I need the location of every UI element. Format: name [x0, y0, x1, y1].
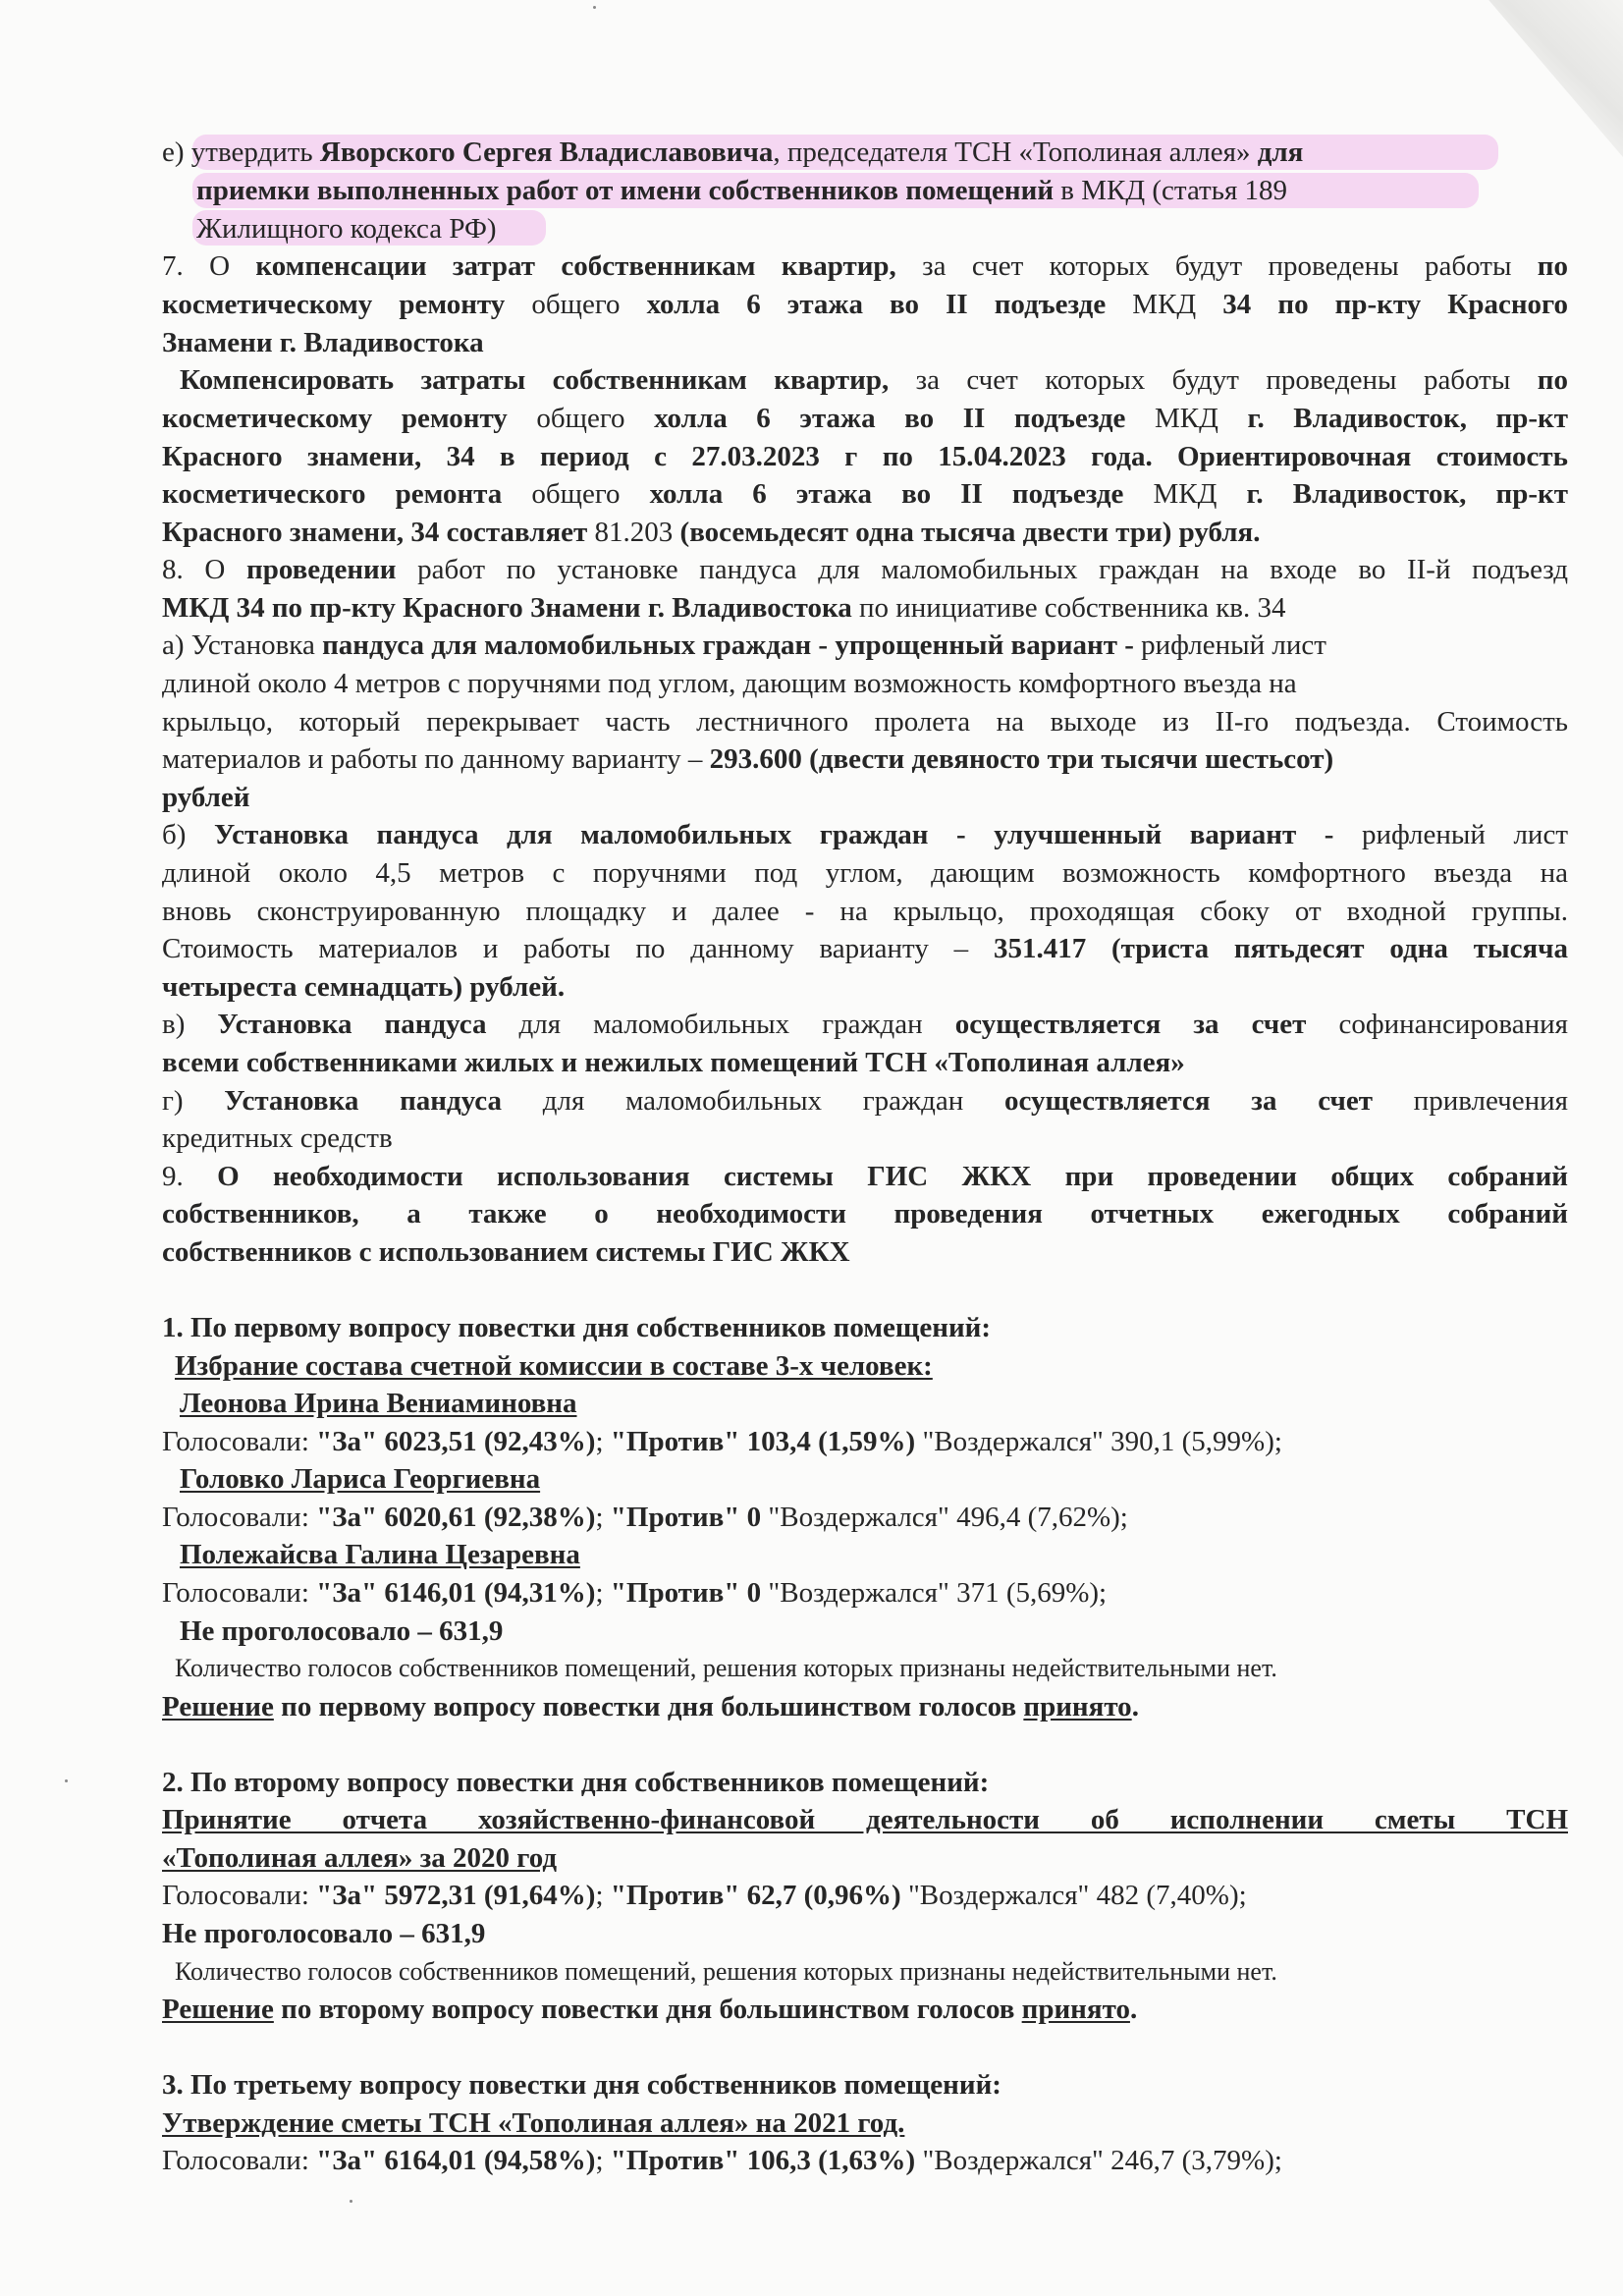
item8-title-line2: МКД 34 по пр-кту Красного Знамени г. Владивостока по инициативе собственника кв. 34: [162, 592, 1286, 624]
q2-decision: Решение по второму вопросу повестки дня большинством голосов принято.: [162, 1994, 1138, 2025]
item7-title-line2: косметическому ремонту общего холла 6 этажа во II подъезде МКД 34 по пр-кту Красного: [162, 289, 1568, 320]
scan-speck: [593, 6, 596, 9]
item8-g-line2: кредитных средств: [162, 1122, 393, 1154]
item8-a-line4: материалов и работы по данному варианту – 293.600 (двести девяносто три тысячи шестьсот): [162, 743, 1334, 775]
q1-candidate-3: Полежайсва Галина Цезаревна: [180, 1539, 580, 1570]
q3-heading: 3. По третьему вопросу повестки дня собственников помещений:: [162, 2069, 1001, 2101]
q2-heading: 2. По второму вопросу повестки дня собственников помещений:: [162, 1767, 990, 1798]
item-e-line3: Жилищного кодекса РФ): [196, 213, 497, 245]
q1-heading: 1. По первому вопросу повестки дня собственников помещений:: [162, 1312, 992, 1343]
item8-a-line2: длиной около 4 метров с поручнями под углом, дающим возможность комфортного въезда на: [162, 668, 1297, 699]
item8-v-line2: всеми собственниками жилых и нежилых помещений ТСН «Тополиная аллея»: [162, 1047, 1185, 1078]
item7-title-line1: 7. О компенсации затрат собственникам квартир, за счет которых будут проведены работы по: [162, 250, 1568, 282]
item8-b-line2: длиной около 4,5 метров с поручнями под углом, дающим возможность комфортного въезда на: [162, 857, 1568, 889]
item9-line2: собственников, а также о необходимости проведения отчетных ежегодных собраний: [162, 1198, 1568, 1230]
item7-para-line4: косметического ремонта общего холла 6 этажа во II подъезде МКД г. Владивосток, пр-кт: [162, 478, 1568, 510]
q2-invalid-votes: Количество голосов собственников помещений, решения которых признаны недействительными нет.: [175, 1957, 1277, 1986]
q1-decision: Решение по первому вопросу повестки дня большинством голосов принято.: [162, 1691, 1139, 1722]
q1-vote-1: Голосовали: "За" 6023,51 (92,43%); "Против" 103,4 (1,59%) "Воздержался" 390,1 (5,99%);: [162, 1426, 1282, 1457]
item7-title-line3: Знамени г. Владивостока: [162, 327, 484, 358]
q3-topic: Утверждение сметы ТСН «Тополиная аллея» на 2021 год.: [162, 2107, 905, 2139]
item8-a-line3: крыльцо, который перекрывает часть лестничного пролета на выходе из II-го подъезда. Стоимость: [162, 706, 1568, 738]
q3-vote: Голосовали: "За" 6164,01 (94,58%); "Против" 106,3 (1,63%) "Воздержался" 246,7 (3,79%);: [162, 2145, 1282, 2176]
item8-b-line5: четыреста семнадцать) рублей.: [162, 971, 566, 1003]
item7-para-line1: Компенсировать затраты собственникам квартир, за счет которых будут проведены работы по: [180, 364, 1568, 396]
item8-b-line4: Стоимость материалов и работы по данному варианту – 351.417 (триста пятьдесят одна тысяча: [162, 933, 1568, 964]
q2-topic-line1: Принятие отчета хозяйственно-финансовой деятельности об исполнении сметы ТСН: [162, 1804, 1568, 1835]
item7-para-line3: Красного знамени, 34 в период с 27.03.2023 г по 15.04.2023 года. Ориентировочная стоимость: [162, 441, 1568, 472]
item9-line3: собственников с использованием системы ГИС ЖКХ: [162, 1236, 850, 1268]
item-e-line1: е) утвердить Яворского Сергея Владиславовича, председателя ТСН «Тополиная аллея» для: [162, 137, 1304, 168]
q1-vote-3: Голосовали: "За" 6146,01 (94,31%); "Против" 0 "Воздержался" 371 (5,69%);: [162, 1577, 1108, 1609]
item-e-line2: приемки выполненных работ от имени собственников помещений в МКД (статья 189: [196, 175, 1288, 206]
item8-b-line3: вновь сконструированную площадку и далее - на крыльцо, проходящая сбоку от входной группы.: [162, 896, 1568, 927]
scan-speck: [350, 2200, 352, 2203]
item7-para-line5: Красного знамени, 34 составляет 81.203 (восемьдесят одна тысяча двести три) рубля.: [162, 517, 1261, 548]
item8-a-line1: а) Установка пандуса для маломобильных граждан - упрощенный вариант - рифленый лист: [162, 629, 1326, 661]
q1-topic: Избрание состава счетной комиссии в составе 3-х человек:: [175, 1350, 933, 1382]
q2-not-voted: Не проголосовало – 631,9: [162, 1918, 486, 1949]
q1-candidate-1: Леонова Ирина Вениаминовна: [180, 1388, 577, 1419]
item8-a-line5: рублей: [162, 782, 250, 813]
item8-g-line1: г) Установка пандуса для маломобильных граждан осуществляется за счет привлечения: [162, 1085, 1568, 1117]
q1-invalid-votes: Количество голосов собственников помещений, решения которых признаны недействительными нет.: [175, 1654, 1277, 1682]
scan-speck: [65, 1779, 68, 1782]
item9-line1: 9. О необходимости использования системы ГИС ЖКХ при проведении общих собраний: [162, 1161, 1569, 1192]
q1-candidate-2: Головко Лариса Георгиевна: [180, 1463, 541, 1495]
q1-vote-2: Голосовали: "За" 6020,61 (92,38%); "Против" 0 "Воздержался" 496,4 (7,62%);: [162, 1502, 1128, 1533]
q2-vote: Голосовали: "За" 5972,31 (91,64%); "Против" 62,7 (0,96%) "Воздержался" 482 (7,40%);: [162, 1880, 1247, 1911]
item8-v-line1: в) Установка пандуса для маломобильных граждан осуществляется за счет софинансирования: [162, 1009, 1568, 1040]
q2-topic-line2: «Тополиная аллея» за 2020 год: [162, 1842, 558, 1874]
item7-para-line2: косметическому ремонту общего холла 6 этажа во II подъезде МКД г. Владивосток, пр-кт: [162, 403, 1568, 434]
item8-title-line1: 8. О проведении работ по установке пандуса для маломобильных граждан на входе во II-й подъезд: [162, 554, 1568, 585]
item8-b-line1: б) Установка пандуса для маломобильных граждан - улучшенный вариант - рифленый лист: [162, 819, 1568, 850]
q1-not-voted: Не проголосовало – 631,9: [180, 1615, 504, 1647]
